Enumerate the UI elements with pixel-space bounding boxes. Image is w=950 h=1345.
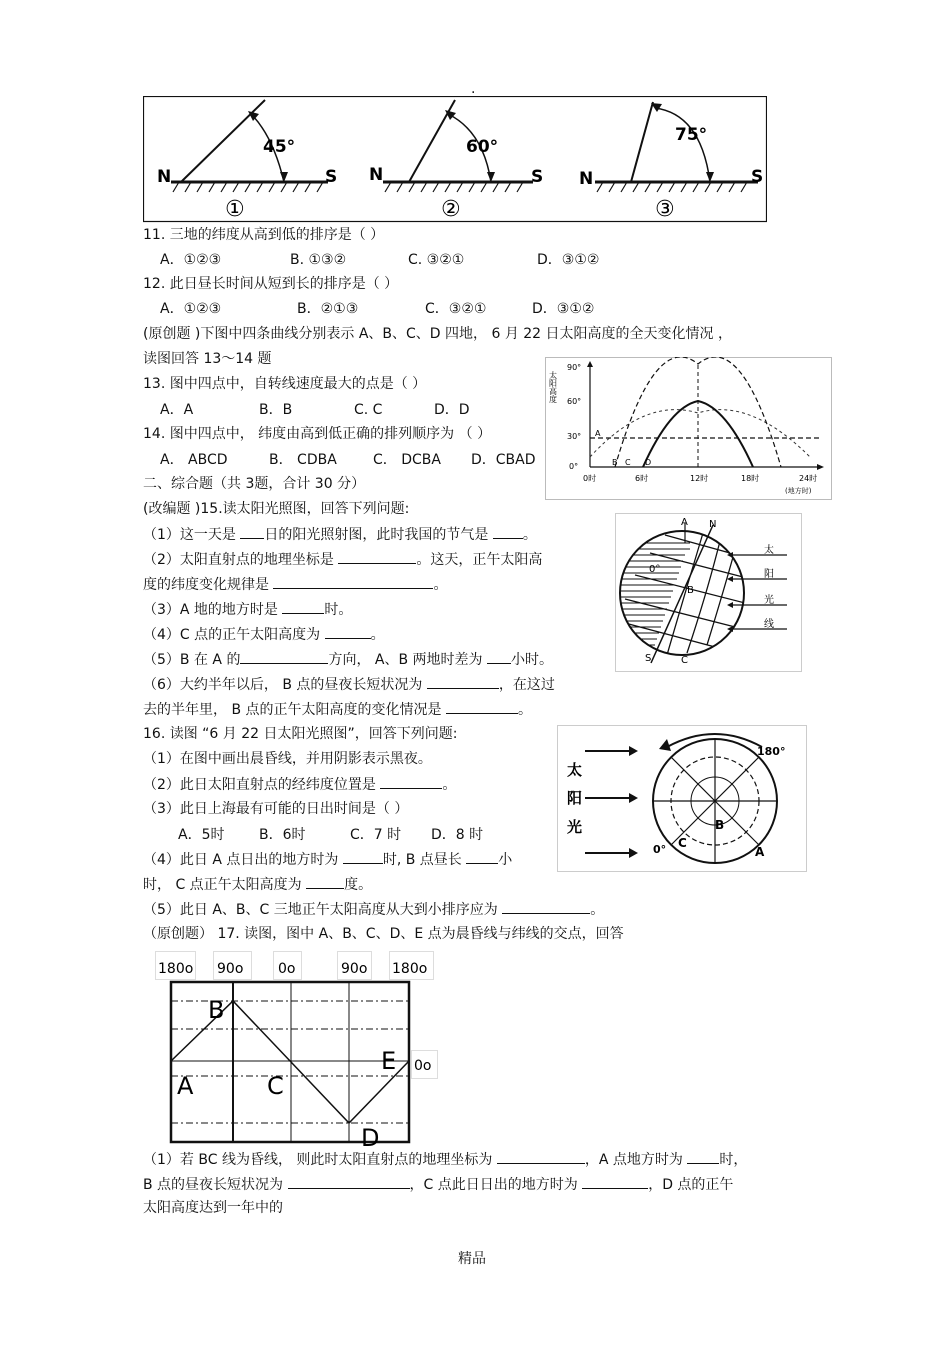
q14-stem: 14. 图中四点中， 纬度由高到低正确的排列顺序为 （ ） (143, 426, 492, 442)
x-tick-18: 18时 (741, 474, 760, 483)
diagram-number-1: ① (225, 197, 245, 222)
angle-label-2: 60° (466, 137, 499, 157)
q17-line1: （1）若 BC 线为昏线， 则此时太阳直射点的地理坐标为 ，A 点地方时为 时， (143, 1152, 748, 1168)
globe1-b: B (687, 585, 694, 596)
q14-option-c: C． DCBA (373, 452, 441, 468)
sun-angle-figure (143, 96, 767, 223)
point-c: C (625, 458, 631, 467)
q17-line3: 太阳高度达到一年中的 (143, 1200, 283, 1216)
q14-option-a: A． ABCD (160, 452, 228, 468)
q15-stem: (改编题 )15.读太阳光照图，回答下列问题: (143, 501, 410, 517)
q15-line7: （6）大约半年以后， B 点的昼夜长短状况为 ，在这过 (143, 677, 555, 693)
blank-17-4[interactable] (582, 1175, 648, 1189)
q16-option-b: B．6时 (259, 827, 306, 843)
q13-stem: 13. 图中四点中，自转线速度最大的点是（ ） (143, 376, 427, 392)
blank-16-3[interactable] (466, 850, 498, 864)
q16-line2: （2）此日太阳直射点的经纬度位置是 。 (143, 777, 457, 793)
top-longitude-labels (156, 952, 434, 980)
polar-sunlight-figure (557, 725, 807, 873)
sun-char-2: 阳 (764, 569, 774, 580)
y-tick-0: 0° (569, 462, 579, 471)
header-dot: . (471, 81, 476, 97)
sun-char-a: 太 (567, 761, 583, 779)
q12-stem: 12. 此日昼长时间从短到长的排序是（ ） (143, 276, 399, 292)
blank-15-5[interactable] (282, 600, 324, 614)
q17-line2: B 点的昼夜长短状况为 ，C 点此日日出的地方时为 ，D 点的正午 (143, 1177, 734, 1193)
point-label-a: A (177, 1072, 194, 1100)
blank-17-2[interactable] (687, 1150, 719, 1164)
footer-label: 精品 (458, 1251, 486, 1267)
right-label-equator: 0o (414, 1058, 432, 1074)
north-label-1: N (157, 167, 172, 187)
q12-option-b: B．②①③ (297, 301, 359, 317)
diagram-number-3: ③ (655, 197, 675, 222)
q15-line1: （1）这一天是 日的阳光照射图，此时我国的节气是 。 (143, 527, 537, 543)
sun-char-c: 光 (567, 818, 583, 836)
sun-char-1: 太 (764, 545, 774, 556)
q16-option-c: C．7 时 (350, 827, 402, 843)
q11-option-a: A．①②③ (160, 252, 222, 268)
y-tick-30: 30° (567, 432, 582, 441)
y-tick-60: 60° (567, 397, 582, 406)
q15-line5: （4）C 点的正午太阳高度为 。 (143, 627, 385, 643)
blank-17-1[interactable] (497, 1150, 585, 1164)
angle-diagram-2 (369, 100, 543, 222)
sunlight-globe-figure (615, 513, 802, 673)
blank-16-5[interactable] (502, 900, 590, 914)
sun-char-4: 线 (764, 619, 774, 630)
top-label-0: 0o (278, 961, 296, 977)
q11-option-c: C. ③②① (408, 252, 465, 268)
top-label-180-right: 180o (392, 961, 428, 977)
q15-line6: （5）B 在 A 的 方向， A、B 两地时差为 小时。 (143, 652, 553, 668)
globe2-180: 180° (757, 745, 786, 758)
globe2-b: B (715, 818, 725, 832)
x-tick-12: 12时 (690, 474, 709, 483)
blank-15-1[interactable] (240, 525, 264, 539)
terminator-grid-figure (155, 951, 440, 1146)
q13-option-b: B．B (259, 402, 293, 418)
globe1-equator: 0° (649, 564, 661, 575)
blank-15-3[interactable] (338, 550, 416, 564)
intro13-line1: (原创题 )下图中四条曲线分别表示 A、B、C、D 四地， 6 月 22 日太阳高度的全天变化情况 ， (143, 326, 732, 342)
q15-line4: （3）A 地的地方时是 时。 (143, 602, 353, 618)
sun-char-b: 阳 (567, 789, 583, 807)
chart-y-title: 太阳高度 (548, 371, 558, 403)
q16-line1: （1）在图中画出晨昏线，并用阴影表示黑夜。 (143, 751, 432, 767)
blank-15-10[interactable] (446, 700, 518, 714)
q14-option-b: B． CDBA (269, 452, 337, 468)
south-label-2: S (531, 167, 544, 187)
south-label-3: S (751, 167, 764, 187)
q16-line4: （4）此日 A 点日出的地方时为 时, B 点昼长 小 (143, 852, 513, 868)
q16-line6: （5）此日 A、B、C 三地正午太阳高度从大到小排序应为 。 (143, 902, 605, 918)
globe1-a: A (681, 517, 688, 528)
blank-15-4[interactable] (273, 575, 433, 589)
blank-15-2[interactable] (493, 525, 523, 539)
north-label-2: N (369, 165, 384, 185)
section-2-title: 二、综合题（共 3题，合计 30 分） (143, 476, 366, 492)
q14-option-d: D．CBAD (471, 452, 536, 468)
q12-option-a: A．①②③ (160, 301, 222, 317)
blank-15-8[interactable] (487, 650, 511, 664)
sun-char-3: 光 (764, 595, 774, 606)
x-tick-24: 24时 (799, 474, 818, 483)
globe2-a: A (755, 845, 765, 859)
blank-17-3[interactable] (288, 1175, 410, 1189)
point-label-d: D (361, 1124, 380, 1146)
point-d: D (645, 458, 652, 467)
q12-option-d: D．③①② (532, 301, 595, 317)
q13-option-a: A．A (160, 402, 194, 418)
q16-option-a: A．5时 (178, 827, 225, 843)
q11-option-b: B. ①③② (290, 252, 347, 268)
q15-line8: 去的半年里， B 点的正午太阳高度的变化情况是 。 (143, 702, 532, 718)
q17-stem: （原创题） 17. 读图，图中 A、B、C、D、E 点为晨昏线与纬线的交点，回答 (143, 926, 624, 942)
globe1-s: S (645, 653, 652, 664)
top-label-180-left: 180o (158, 961, 194, 977)
point-label-e: E (381, 1047, 397, 1075)
q15-line3: 度的纬度变化规律是 。 (143, 577, 448, 593)
blank-16-4[interactable] (306, 875, 344, 889)
x-tick-0: 0时 (583, 474, 597, 483)
q11-stem: 11. 三地的纬度从高到低的排序是（ ） (143, 227, 385, 243)
angle-diagram-3 (579, 102, 763, 222)
angle-label-3: 75° (675, 125, 708, 145)
globe1-c: C (681, 655, 688, 666)
angle-label-1: 45° (263, 137, 296, 157)
sun-altitude-chart (545, 357, 832, 500)
x-unit: (地方时) (785, 487, 812, 495)
x-tick-6: 6时 (635, 474, 649, 483)
blank-16-1[interactable] (380, 775, 442, 789)
north-label-3: N (579, 169, 594, 189)
q16-line5: 时， C 点正午太阳高度为 度。 (143, 877, 373, 893)
point-b: B (612, 458, 618, 467)
q16-stem: 16. 读图 “6 月 22 日太阳光照图”，回答下列问题: (143, 726, 458, 742)
diagram-number-2: ② (441, 197, 461, 222)
top-label-90-right: 90o (341, 961, 368, 977)
intro13-line2: 读图回答 13～14 题 (143, 351, 272, 367)
q13-option-c: C. C (354, 402, 383, 418)
globe2-0: 0° (653, 843, 667, 856)
q11-option-d: D．③①② (537, 252, 600, 268)
q15-line2: （2）太阳直射点的地理坐标是 。这天，正午太阳高 (143, 552, 543, 568)
point-label-b: B (208, 996, 225, 1024)
globe2-c: C (678, 836, 687, 850)
y-tick-90: 90° (567, 363, 582, 372)
angle-diagram-1 (157, 100, 337, 222)
blank-15-6[interactable] (325, 625, 371, 639)
blank-15-9[interactable] (427, 675, 499, 689)
point-a: A (595, 429, 601, 438)
top-label-90-left: 90o (217, 961, 244, 977)
globe1-n: N (709, 519, 717, 530)
q16-line3: （3）此日上海最有可能的日出时间是（ ） (143, 801, 409, 817)
blank-16-2[interactable] (343, 850, 383, 864)
south-label-1: S (325, 167, 338, 187)
q16-option-d: D．8 时 (431, 827, 484, 843)
point-label-c: C (267, 1072, 284, 1100)
q12-option-c: C．③②① (425, 301, 487, 317)
q13-option-d: D．D (434, 402, 470, 418)
blank-15-7[interactable] (240, 650, 328, 664)
